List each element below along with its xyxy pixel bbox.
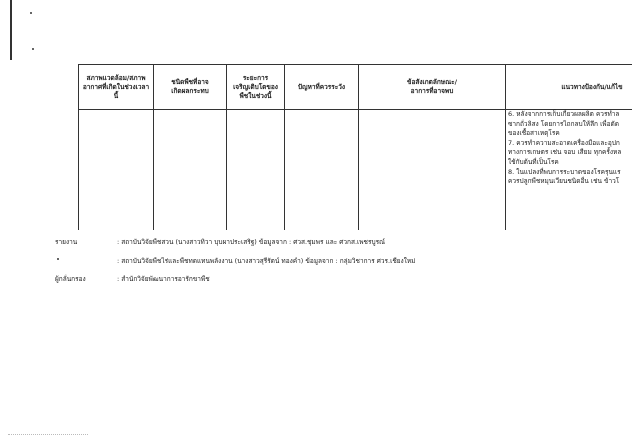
report-table-container (78, 64, 632, 230)
report-label: รายงาน (55, 238, 78, 246)
prevention-line: 8. ในแปลงที่พบการระบาดของโรครุนแร (508, 167, 621, 176)
cell-growth-stage (227, 110, 285, 231)
prevention-line: 6. หลังจากการเก็บเกี่ยวผลผลิต ควรทำล (508, 110, 620, 118)
left-margin-rule (10, 0, 12, 60)
header-symptoms: ข้อสังเกตลักษณะ/ อาการที่อาจพบ (359, 65, 506, 110)
prevention-line: 7. ควรทำความสะอาดเครื่องมือและอุปก (508, 138, 620, 147)
prevention-line: ใช้กับต้นที่เป็นโรค (508, 157, 559, 166)
prevention-line: ซากถั่วลิสง โดยการไถกลบให้ลึก เพื่อตัด (508, 119, 619, 128)
screener-label: ผู้กลั่นกรอง (55, 275, 86, 283)
table-row (79, 110, 632, 231)
header-problems: ปัญหาที่ควรระวัง (285, 65, 359, 110)
cell-affected-crops (154, 110, 227, 231)
scan-edge-mark (8, 434, 88, 436)
prevention-line: ควรปลูกพืชหมุนเวียนชนิดอื่น เช่น ข้าวโ (508, 177, 620, 186)
prevention-line: ทางการเกษตร เช่น จอบ เสียม ทุกครั้งหล (508, 148, 622, 157)
report-table (78, 64, 632, 230)
cell-environment (79, 110, 154, 231)
header-growth-stage: ระยะการ เจริญเติบโตของ พืชในช่วงนี้ (227, 65, 285, 110)
cell-prevention (506, 110, 632, 231)
report-source-2: : สถาบันวิจัยพืชไร่และพืชทดแทนพลังงาน (นางสาวสุรีรัตน์ ทองคำ) ข้อมูลจาก : กลุ่มวิชาการ ศวร.เชียงใหม่ (117, 257, 416, 265)
scan-speck (57, 258, 59, 260)
header-prevention: แนวทางป้องกัน/แก้ไข (506, 65, 632, 110)
cell-symptoms (359, 110, 506, 231)
header-environment: สภาพแวดล้อม/สภาพ อากาศที่เกิดในช่วงเวลานี้ (79, 65, 154, 110)
report-source-1: : สถาบันวิจัยพืชสวน (นางสาวทิวา บุบผาประเสริฐ) ข้อมูลจาก : ศวส.ชุมพร และ ศวกส.เพชรบูรณ์ (117, 238, 386, 246)
prevention-line: ของเชื้อสาเหตุโรค (508, 129, 560, 138)
screener-value: : สำนักวิจัยพัฒนาการอารักขาพืช (117, 275, 210, 283)
cell-problems (285, 110, 359, 231)
table-header-row (79, 65, 632, 110)
scan-speck (32, 48, 34, 50)
scan-speck (30, 12, 32, 14)
header-affected-crops: ชนิดพืชที่อาจ เกิดผลกระทบ (154, 65, 227, 110)
